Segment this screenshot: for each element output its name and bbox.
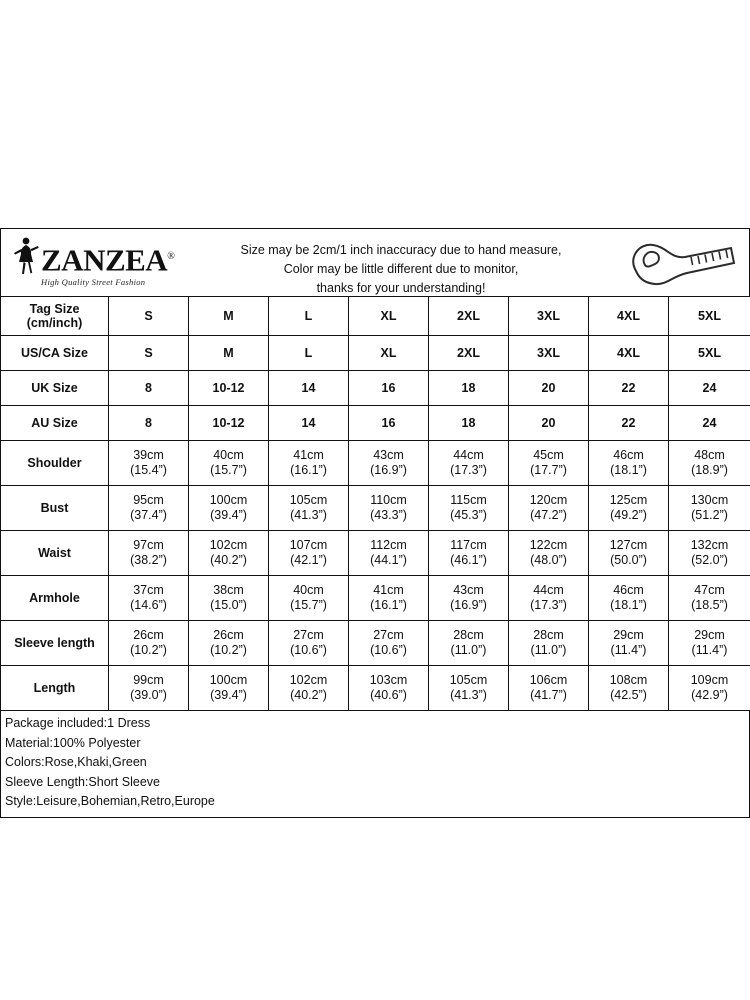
row-header-au-size: AU Size bbox=[1, 406, 109, 441]
cell: 27cm (10.6”) bbox=[269, 621, 349, 666]
cell: 106cm (41.7”) bbox=[509, 666, 589, 711]
cell: 105cm (41.3”) bbox=[269, 486, 349, 531]
cell: 100cm (39.4”) bbox=[189, 666, 269, 711]
cell: 125cm (49.2”) bbox=[589, 486, 669, 531]
cell: 39cm (15.4”) bbox=[109, 441, 189, 486]
table-row-shoulder bbox=[1, 441, 750, 486]
cell: 102cm (40.2”) bbox=[269, 666, 349, 711]
cell: L bbox=[269, 297, 349, 336]
row-header-uk-size: UK Size bbox=[1, 371, 109, 406]
detail-style: Style:Leisure,Bohemian,Retro,Europe bbox=[5, 794, 215, 808]
cell: 10-12 bbox=[189, 371, 269, 406]
cell: 43cm (16.9”) bbox=[349, 441, 429, 486]
row-header-bust: Bust bbox=[1, 486, 109, 531]
cell: 18 bbox=[429, 406, 509, 441]
row-header-tag-size: Tag Size (cm/inch) bbox=[1, 297, 109, 336]
cell: 127cm (50.0”) bbox=[589, 531, 669, 576]
cell: 16 bbox=[349, 371, 429, 406]
table-row-bust bbox=[1, 486, 750, 531]
detail-material: Material:100% Polyester bbox=[5, 735, 141, 750]
table-row-length bbox=[1, 666, 750, 711]
chart-header bbox=[0, 228, 750, 296]
cell: 45cm (17.7”) bbox=[509, 441, 589, 486]
cell: 20 bbox=[509, 406, 589, 441]
cell: 2XL bbox=[429, 297, 509, 336]
cell: M bbox=[189, 297, 269, 336]
row-header-sleeve-length: Sleeve length bbox=[1, 621, 109, 666]
cell: 4XL bbox=[589, 336, 669, 371]
cell: S bbox=[109, 336, 189, 371]
cell: 20 bbox=[509, 371, 589, 406]
table-row-sleeve-length bbox=[1, 621, 750, 666]
cell: 110cm (43.3”) bbox=[349, 486, 429, 531]
row-header-us-ca-size: US/CA Size bbox=[1, 336, 109, 371]
cell: 3XL bbox=[509, 297, 589, 336]
cell: 43cm (16.9”) bbox=[429, 576, 509, 621]
cell: 29cm (11.4”) bbox=[669, 621, 750, 666]
cell: 4XL bbox=[589, 297, 669, 336]
table-row-waist bbox=[1, 531, 750, 576]
cell: 40cm (15.7”) bbox=[269, 576, 349, 621]
cell: 130cm (51.2”) bbox=[669, 486, 750, 531]
cell: 46cm (18.1”) bbox=[589, 441, 669, 486]
cell: 117cm (46.1”) bbox=[429, 531, 509, 576]
brand-name: ZANZEA® bbox=[41, 242, 175, 277]
cell: 26cm (10.2”) bbox=[189, 621, 269, 666]
table-row-tag-size bbox=[1, 297, 750, 336]
cell: XL bbox=[349, 336, 429, 371]
cell: 22 bbox=[589, 406, 669, 441]
detail-colors: Colors:Rose,Khaki,Green bbox=[5, 755, 147, 769]
cell: 40cm (15.7”) bbox=[189, 441, 269, 486]
cell: 112cm (44.1”) bbox=[349, 531, 429, 576]
cell: 22 bbox=[589, 371, 669, 406]
cell: 48cm (18.9”) bbox=[669, 441, 750, 486]
size-chart-card bbox=[0, 228, 750, 818]
brand-tagline: High Quality Street Fashion bbox=[41, 277, 146, 287]
cell: 108cm (42.5”) bbox=[589, 666, 669, 711]
cell: 14 bbox=[269, 371, 349, 406]
cell: 109cm (42.9”) bbox=[669, 666, 750, 711]
cell: 41cm (16.1”) bbox=[269, 441, 349, 486]
cell: 26cm (10.2”) bbox=[109, 621, 189, 666]
row-header-waist: Waist bbox=[1, 531, 109, 576]
product-details bbox=[0, 711, 750, 818]
table-row-armhole bbox=[1, 576, 750, 621]
cell: 44cm (17.3”) bbox=[429, 441, 509, 486]
cell: 8 bbox=[109, 371, 189, 406]
measurement-notes bbox=[191, 241, 611, 298]
cell: 41cm (16.1”) bbox=[349, 576, 429, 621]
cell: 37cm (14.6”) bbox=[109, 576, 189, 621]
cell: M bbox=[189, 336, 269, 371]
table-row-us-ca-size bbox=[1, 336, 750, 371]
cell: 100cm (39.4”) bbox=[189, 486, 269, 531]
note-line-3: thanks for your understanding! bbox=[316, 281, 486, 295]
cell: 99cm (39.0”) bbox=[109, 666, 189, 711]
cell: 122cm (48.0”) bbox=[509, 531, 589, 576]
row-header-shoulder: Shoulder bbox=[1, 441, 109, 486]
woman-silhouette-icon bbox=[11, 236, 41, 276]
cell: 10-12 bbox=[189, 406, 269, 441]
cell: 107cm (42.1”) bbox=[269, 531, 349, 576]
cell: 38cm (15.0”) bbox=[189, 576, 269, 621]
cell: 97cm (38.2”) bbox=[109, 531, 189, 576]
cell: 27cm (10.6”) bbox=[349, 621, 429, 666]
note-line-2: Color may be little different due to monitor, bbox=[283, 262, 519, 276]
cell: 5XL bbox=[669, 297, 750, 336]
table-row-uk-size bbox=[1, 371, 750, 406]
row-header-length: Length bbox=[1, 666, 109, 711]
cell: 29cm (11.4”) bbox=[589, 621, 669, 666]
measuring-tape-icon bbox=[627, 235, 737, 291]
cell: 3XL bbox=[509, 336, 589, 371]
cell: 46cm (18.1”) bbox=[589, 576, 669, 621]
note-line-1: Size may be 2cm/1 inch inaccuracy due to hand measure, bbox=[240, 243, 562, 257]
cell: XL bbox=[349, 297, 429, 336]
size-chart-table bbox=[0, 296, 750, 711]
cell: 95cm (37.4”) bbox=[109, 486, 189, 531]
cell: 28cm (11.0”) bbox=[429, 621, 509, 666]
brand-logo bbox=[11, 236, 191, 292]
cell: 47cm (18.5”) bbox=[669, 576, 750, 621]
cell: 14 bbox=[269, 406, 349, 441]
cell: 115cm (45.3”) bbox=[429, 486, 509, 531]
cell: L bbox=[269, 336, 349, 371]
cell: 16 bbox=[349, 406, 429, 441]
cell: 102cm (40.2”) bbox=[189, 531, 269, 576]
cell: 105cm (41.3”) bbox=[429, 666, 509, 711]
table-row-au-size bbox=[1, 406, 750, 441]
cell: 5XL bbox=[669, 336, 750, 371]
cell: 2XL bbox=[429, 336, 509, 371]
cell: 24 bbox=[669, 406, 750, 441]
cell: 132cm (52.0”) bbox=[669, 531, 750, 576]
cell: 18 bbox=[429, 371, 509, 406]
detail-package-included: Package included:1 Dress bbox=[5, 716, 151, 730]
cell: S bbox=[109, 297, 189, 336]
cell: 24 bbox=[669, 371, 750, 406]
detail-sleeve-length: Sleeve Length:Short Sleeve bbox=[5, 774, 160, 789]
registered-mark: ® bbox=[167, 250, 175, 262]
cell: 120cm (47.2”) bbox=[509, 486, 589, 531]
row-header-armhole: Armhole bbox=[1, 576, 109, 621]
cell: 8 bbox=[109, 406, 189, 441]
cell: 103cm (40.6”) bbox=[349, 666, 429, 711]
cell: 28cm (11.0”) bbox=[509, 621, 589, 666]
cell: 44cm (17.3”) bbox=[509, 576, 589, 621]
